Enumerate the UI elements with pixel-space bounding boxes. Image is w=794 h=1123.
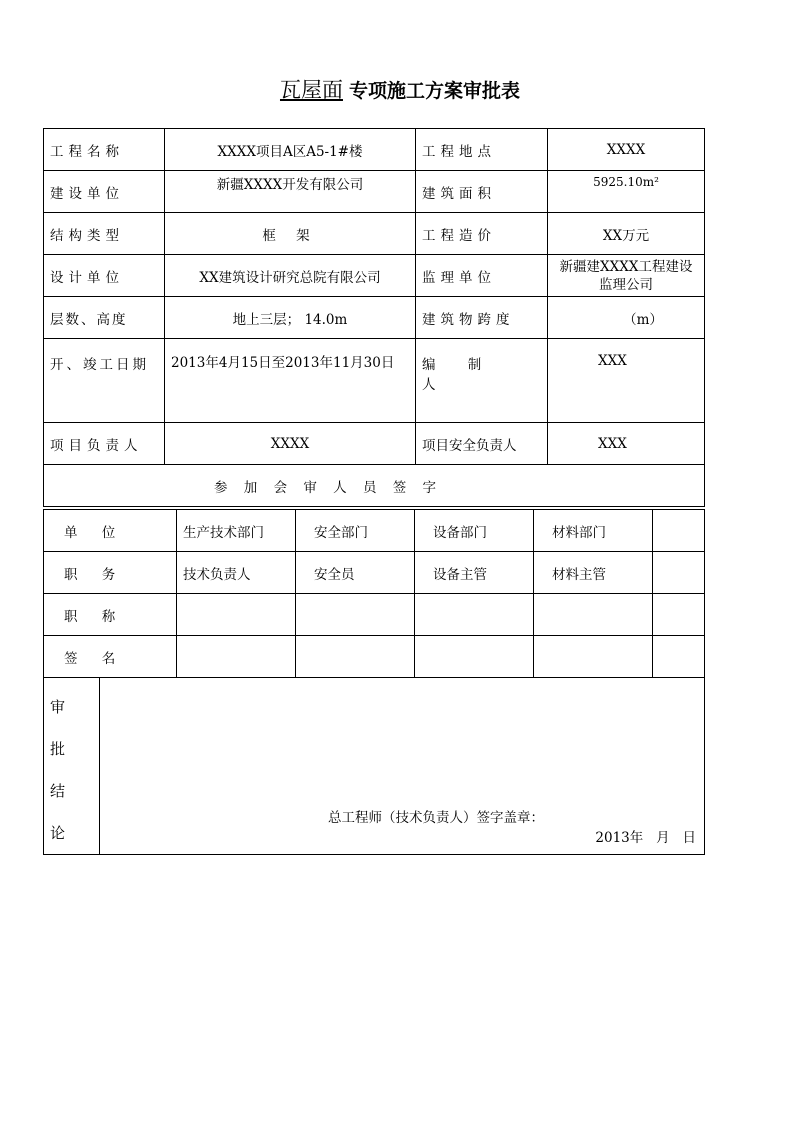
signoff-cell [177,636,296,678]
signoff-cell: 生产技术部门 [177,510,296,552]
signoff-cell [177,594,296,636]
signoff-table [43,509,705,678]
signoff-cell: 安全部门 [296,510,415,552]
signoff-row-label: 单 位 [44,510,177,552]
designer-value: XX建筑设计研究总院有限公司 [165,255,416,297]
approval-label-char: 审 [50,698,66,716]
span-label: 建筑物跨度 [416,297,548,339]
title-main: 专项施工方案审批表 [348,80,520,102]
floors-label: 层数、高度 [44,297,165,339]
signoff-cell: 设备部门 [415,510,534,552]
signoff-row-signature [44,636,705,678]
structure-value: 框 架 [165,213,416,255]
signoff-row-title [44,594,705,636]
page-title [0,74,794,104]
project-name-value: XXXX项目A区A5-1#楼 [165,129,416,171]
approval-label-char: 结 [50,782,66,800]
safety-label: 项目安全负责人 [416,423,548,465]
period-label: 开、竣工日期 [44,339,165,423]
review-header: 参 加 会 审 人 员 签 字 [44,465,705,507]
signoff-row-label: 签 名 [44,636,177,678]
signoff-cell [415,594,534,636]
area-label: 建筑面积 [416,171,548,213]
project-location-value: XXXX [548,129,705,171]
safety-value: XXX [548,423,705,465]
signoff-cell [653,510,705,552]
cost-value: XX万元 [548,213,705,255]
project-location-label: 工程地点 [416,129,548,171]
compiler-value: XXX [548,339,705,423]
floors-value: 地上三层； 14.0m [165,297,416,339]
approval-label [44,678,100,855]
designer-label: 设计单位 [44,255,165,297]
signoff-row-label: 职 称 [44,594,177,636]
signoff-cell: 安全员 [296,552,415,594]
cost-label: 工程造价 [416,213,548,255]
span-value: （m） [548,297,705,339]
supervisor-value: 新疆建XXXX工程建设监理公司 [548,255,705,297]
signoff-cell: 设备主管 [415,552,534,594]
manager-value: XXXX [165,423,416,465]
signoff-cell [653,594,705,636]
project-info-table [43,128,705,507]
approval-table [43,677,705,855]
signoff-cell: 材料部门 [534,510,653,552]
builder-value: 新疆XXXX开发有限公司 [165,171,416,213]
signoff-cell [534,594,653,636]
approval-label-char: 批 [50,740,66,758]
approval-signature-text: 总工程师（技术负责人）签字盖章： [328,810,544,826]
project-name-label: 工程名称 [44,129,165,171]
approval-date-text: 2013年 月 日 [595,830,696,846]
signoff-row-unit [44,510,705,552]
structure-label: 结构类型 [44,213,165,255]
period-value: 2013年4月15日至2013年11月30日 [165,339,416,423]
area-value: 5925.10m² [548,171,705,213]
title-underlined: 瓦屋面 [279,78,343,102]
compiler-label: 编 制 人 [416,339,548,423]
signoff-cell [415,636,534,678]
signoff-cell: 技术负责人 [177,552,296,594]
signoff-cell [296,636,415,678]
signoff-cell [653,552,705,594]
signoff-cell [296,594,415,636]
signoff-row-position [44,552,705,594]
signoff-cell [534,636,653,678]
manager-label: 项目负责人 [44,423,165,465]
approval-label-char: 论 [50,824,66,842]
signoff-cell: 材料主管 [534,552,653,594]
builder-label: 建设单位 [44,171,165,213]
signoff-cell [653,636,705,678]
approval-content [100,678,705,855]
signoff-row-label: 职 务 [44,552,177,594]
supervisor-label: 监理单位 [416,255,548,297]
